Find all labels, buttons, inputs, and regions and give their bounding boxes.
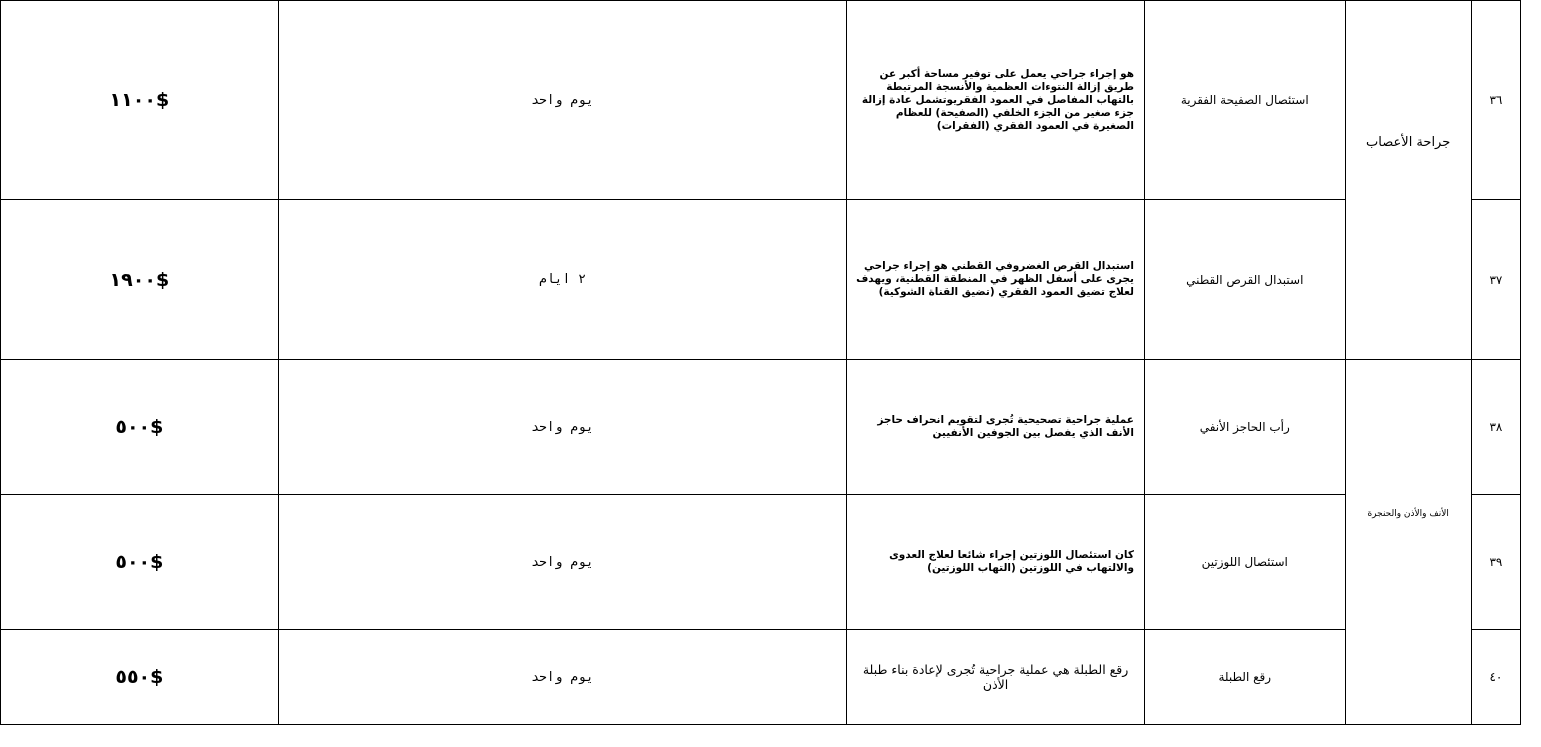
duration-cell: يوم واحد: [278, 360, 846, 495]
procedure-name-cell: رقع الطبلة: [1144, 630, 1345, 725]
row-number-cell: ٣٧: [1471, 200, 1520, 360]
price-cell: ١١٠٠$: [1, 1, 279, 200]
procedure-name-cell: استئصال اللوزتين: [1144, 495, 1345, 630]
row-number-cell: ٣٩: [1471, 495, 1520, 630]
table-row: [1, 630, 1521, 725]
duration-cell: يوم واحد: [278, 630, 846, 725]
price-cell: ٥٠٠$: [1, 360, 279, 495]
row-number-cell: ٣٨: [1471, 360, 1520, 495]
duration-cell: يوم واحد: [278, 495, 846, 630]
table-row: [1, 1, 1521, 200]
price-cell: ١٩٠٠$: [1, 200, 279, 360]
description-cell: هو إجراء جراحي يعمل على توفير مساحة أكبر عن طريق إزالة النتوءات العظمية والأنسجة المرتبطة بالتهاب المفاصل في العمود الفقريوتشمل عادة إزالة جزء صغير من الجزء الخلفي (الصفيحة) للعظام الصغيرة في العمود الفقري (الفقرات): [847, 1, 1145, 200]
price-cell: ٥٥٠$: [1, 630, 279, 725]
row-number-cell: ٣٦: [1471, 1, 1520, 200]
specialty-cell-neurosurgery: [1345, 1, 1471, 360]
procedure-name-cell: رأب الحاجز الأنفي: [1144, 360, 1345, 495]
description-cell: كان استئصال اللوزتين إجراء شائعا لعلاج العدوى والالتهاب في اللوزتين (التهاب اللوزتين): [847, 495, 1145, 630]
procedure-name-cell: استئصال الصفيحة الفقرية: [1144, 1, 1345, 200]
specialty-label: جراحة الأعصاب: [1366, 134, 1451, 150]
duration-cell: يوم واحد: [278, 1, 846, 200]
specialty-label: الأنف والأذن والحنجرة: [1367, 509, 1449, 519]
specialty-cell-ent: [1345, 360, 1471, 725]
row-number-cell: ٤٠: [1471, 630, 1520, 725]
table-row: [1, 495, 1521, 630]
description-cell: استبدال القرص الغضروفي القطني هو إجراء جراحي يجرى على أسفل الظهر في المنطقة القطنية، ويهدف لعلاج تضيق العمود الفقري (تضيق القناة الشوكية): [847, 200, 1145, 360]
duration-cell: ٢ ايام: [278, 200, 846, 360]
table-row: [1, 360, 1521, 495]
procedure-name-cell: استبدال القرص القطني: [1144, 200, 1345, 360]
price-cell: ٥٠٠$: [1, 495, 279, 630]
description-cell: رقع الطبلة هي عملية جراحية تُجرى لإعادة بناء طبلة الأذن: [847, 630, 1145, 725]
description-cell: عملية جراحية تصحيحية تُجرى لتقويم انحراف حاجز الأنف الذي يفصل بين الجوفين الأنفيين: [847, 360, 1145, 495]
table-row: [1, 200, 1521, 360]
